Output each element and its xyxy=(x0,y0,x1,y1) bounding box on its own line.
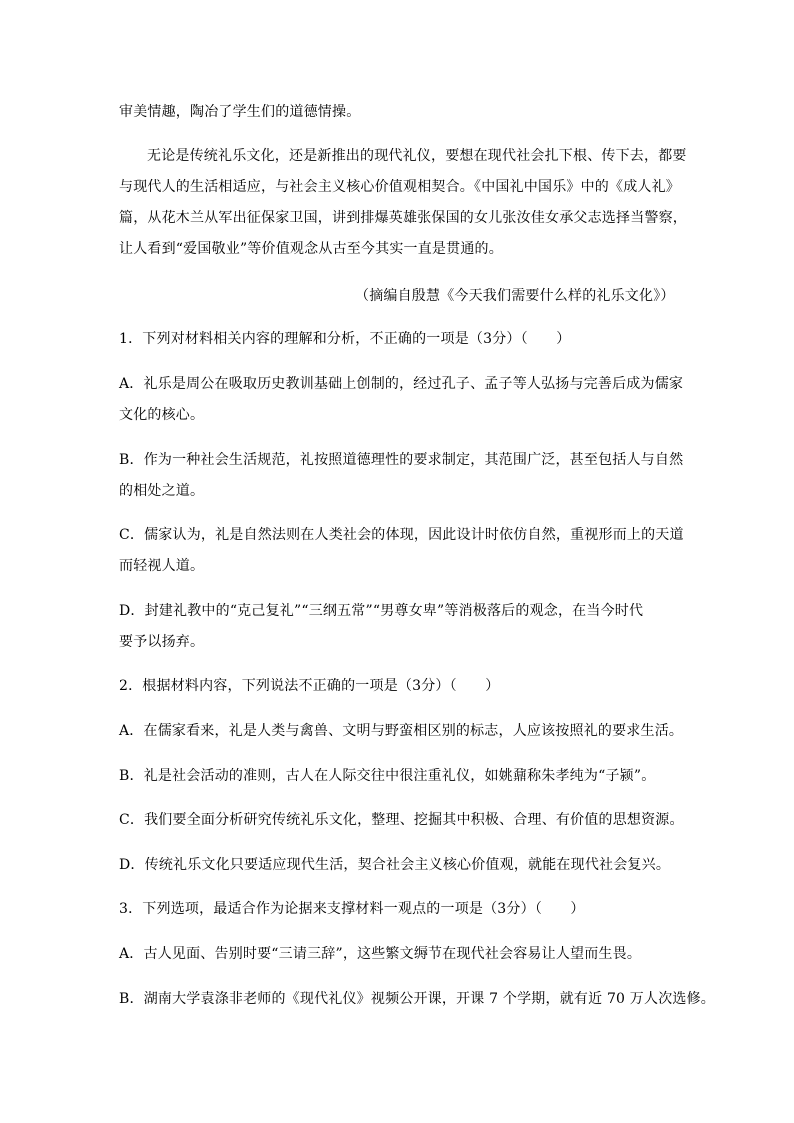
question-3-stem: 3．下列选项，最适合作为论据来支撑材料一观点的一项是（3分）（ ） xyxy=(119,901,585,917)
paragraph2-line1: 无论是传统礼乐文化，还是新推出的现代礼仪，要想在现代社会扎下根、传下去，都要 xyxy=(147,148,687,164)
question-1-option-d-line2: 要予以扬弃。 xyxy=(119,634,205,650)
question-2-option-d: D．传统礼乐文化只要适应现代生活，契合社会主义核心价值观，就能在现代社会复兴。 xyxy=(119,857,671,873)
paragraph2-line3: 篇，从花木兰从军出征保家卫国，讲到排爆英雄张保国的女儿张汝佳女承父志选择当警察， xyxy=(119,210,687,226)
question-1-option-b-line2: 的相处之道。 xyxy=(119,483,205,499)
question-1-option-d-line1: D．封建礼教中的“克己复礼”“三纲五常”“男尊女卑”等消极落后的观念，在当今时代 xyxy=(119,603,644,619)
paragraph2-line4: 让人看到“爱国敬业”等价值观念从古至今其实一直是贯通的。 xyxy=(119,241,503,257)
question-1-option-c-line2: 而轻视人道。 xyxy=(119,558,205,574)
paragraph-continuation: 审美情趣，陶冶了学生们的道德情操。 xyxy=(119,104,361,120)
question-2-stem: 2．根据材料内容，下列说法不正确的一项是（3分）（ ） xyxy=(119,678,500,694)
question-3-option-a: A．古人见面、告别时要“三请三辞”，这些繁文缛节在现代社会容易让人望而生畏。 xyxy=(119,946,642,962)
question-2-option-b: B．礼是社会活动的准则，古人在人际交往中很注重礼仪，如姚鼐称朱孝纯为“子颍”。 xyxy=(119,768,656,784)
question-1-option-a-line1: A．礼乐是周公在吸取历史教训基础上创制的，经过孔子、孟子等人弘扬与完善后成为儒家 xyxy=(119,376,684,392)
source-citation: （摘编自殷慧《今天我们需要什么样的礼乐文化》） xyxy=(355,288,675,304)
question-2-option-a: A．在儒家看来，礼是人类与禽兽、文明与野蛮相区别的标志，人应该按照礼的要求生活。 xyxy=(119,723,684,739)
question-3-option-b: B．湖南大学袁涤非老师的《现代礼仪》视频公开课，开课 7 个学期，就有近 70 万人次选修。 xyxy=(119,991,716,1007)
question-2-option-c: C．我们要全面分析研究传统礼乐文化，整理、挖掘其中积极、合理、有价值的思想资源。 xyxy=(119,812,684,828)
question-1-option-b-line1: B．作为一种社会生活规范，礼按照道德理性的要求制定，其范围广泛，甚至包括人与自然 xyxy=(119,452,684,468)
paragraph2-line2: 与现代人的生活相适应，与社会主义核心价值观相契合。《中国礼中国乐》中的《成人礼》 xyxy=(119,179,680,195)
question-1-option-c-line1: C．儒家认为，礼是自然法则在人类社会的体现，因此设计时依仿自然，重视形而上的天道 xyxy=(119,527,684,543)
question-1-option-a-line2: 文化的核心。 xyxy=(119,407,205,423)
question-1-stem: 1．下列对材料相关内容的理解和分析，不正确的一项是（3分）（ ） xyxy=(119,331,571,347)
